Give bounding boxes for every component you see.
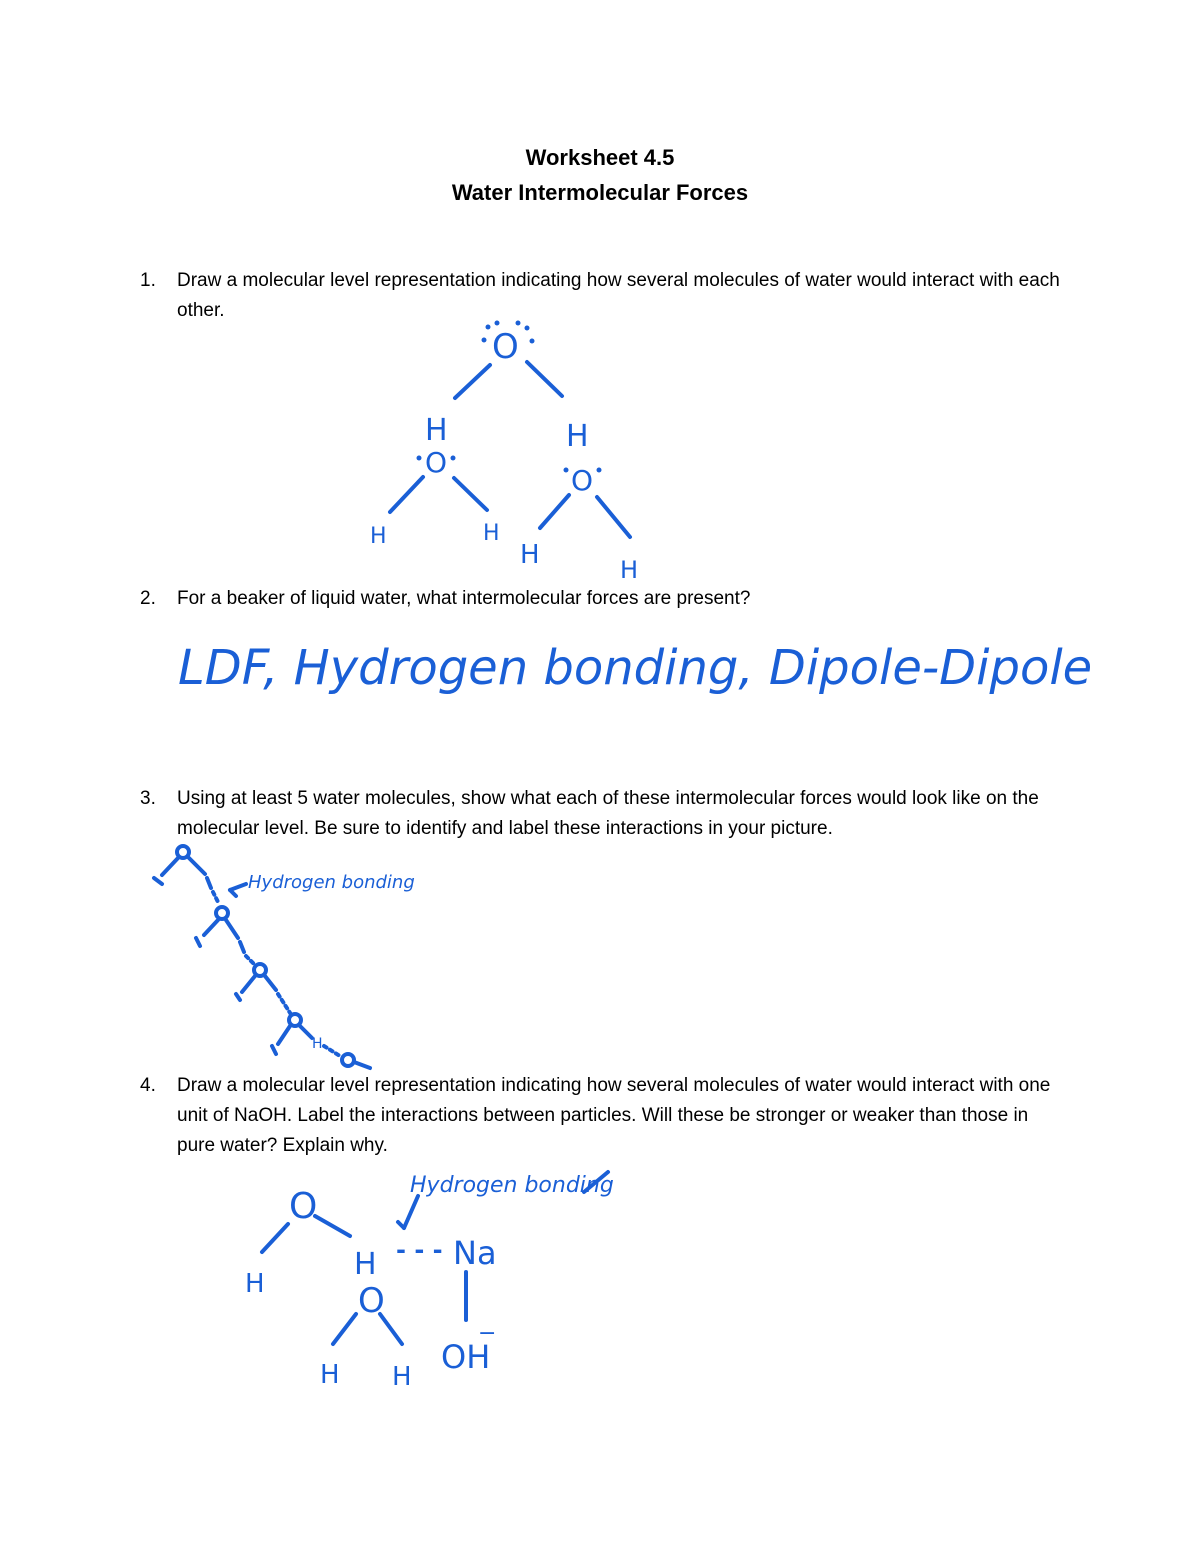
a4-h-left: H [245,1269,265,1299]
a4-oxygen-bottom: O [358,1281,385,1321]
a1-h-2: H [483,521,500,546]
worksheet-topic: Water Intermolecular Forces [451,180,749,205]
a1-h-right: H [566,419,589,454]
a3-label: Hydrogen bonding [248,872,415,893]
a1-oxygen-top: O [492,327,519,367]
a1-oxygen-left: O [425,446,448,479]
a1-h-3: H [520,540,540,570]
a4-hbond-dots: - - - [396,1236,443,1264]
question-2-text: For a beaker of liquid water, what intermolecular forces are present? [177,588,751,609]
a4-label: Hydrogen bonding [410,1173,614,1198]
a4-minus-charge: − [478,1321,497,1346]
question-3-number: 3. [140,788,156,809]
a4-sodium: Na [453,1234,497,1272]
a1-oxygen-right: O [571,464,594,497]
a4-h-bottom-right: H [392,1362,412,1392]
worksheet-number: Worksheet 4.5 [525,145,675,170]
question-1-text: Draw a molecular level representation indicating how several molecules of water would interact with each other. [177,270,1060,321]
answer-2-text: LDF, Hydrogen bonding, Dipole-Dipole [178,640,1093,696]
answer-1-drawing [370,321,638,585]
a1-h-1: H [370,524,387,549]
a4-hydroxide: OH [441,1338,491,1376]
a1-h-left: H [425,413,448,448]
answer-3-drawing [154,846,415,1068]
question-4-text: Draw a molecular level representation indicating how several molecules of water would interact with one unit of NaOH. Label the interactions between particles. Will these be stronger or weaker than those in pure water? Explain why. [177,1075,1051,1156]
question-3-text: Using at least 5 water molecules, show what each of these intermolecular forces would look like on the molecular level. Be sure to identify and label these interactions in your picture. [177,788,1039,839]
a4-h-bottom-left: H [320,1360,340,1390]
question-1-number: 1. [140,270,156,291]
question-2-number: 2. [140,588,156,609]
a4-oxygen-top: O [289,1186,318,1227]
a3-h: H [312,1036,323,1052]
a4-h-middle: H [354,1247,377,1282]
question-4-number: 4. [140,1075,156,1096]
answer-4-drawing [245,1172,614,1392]
a1-h-4: H [620,556,639,584]
